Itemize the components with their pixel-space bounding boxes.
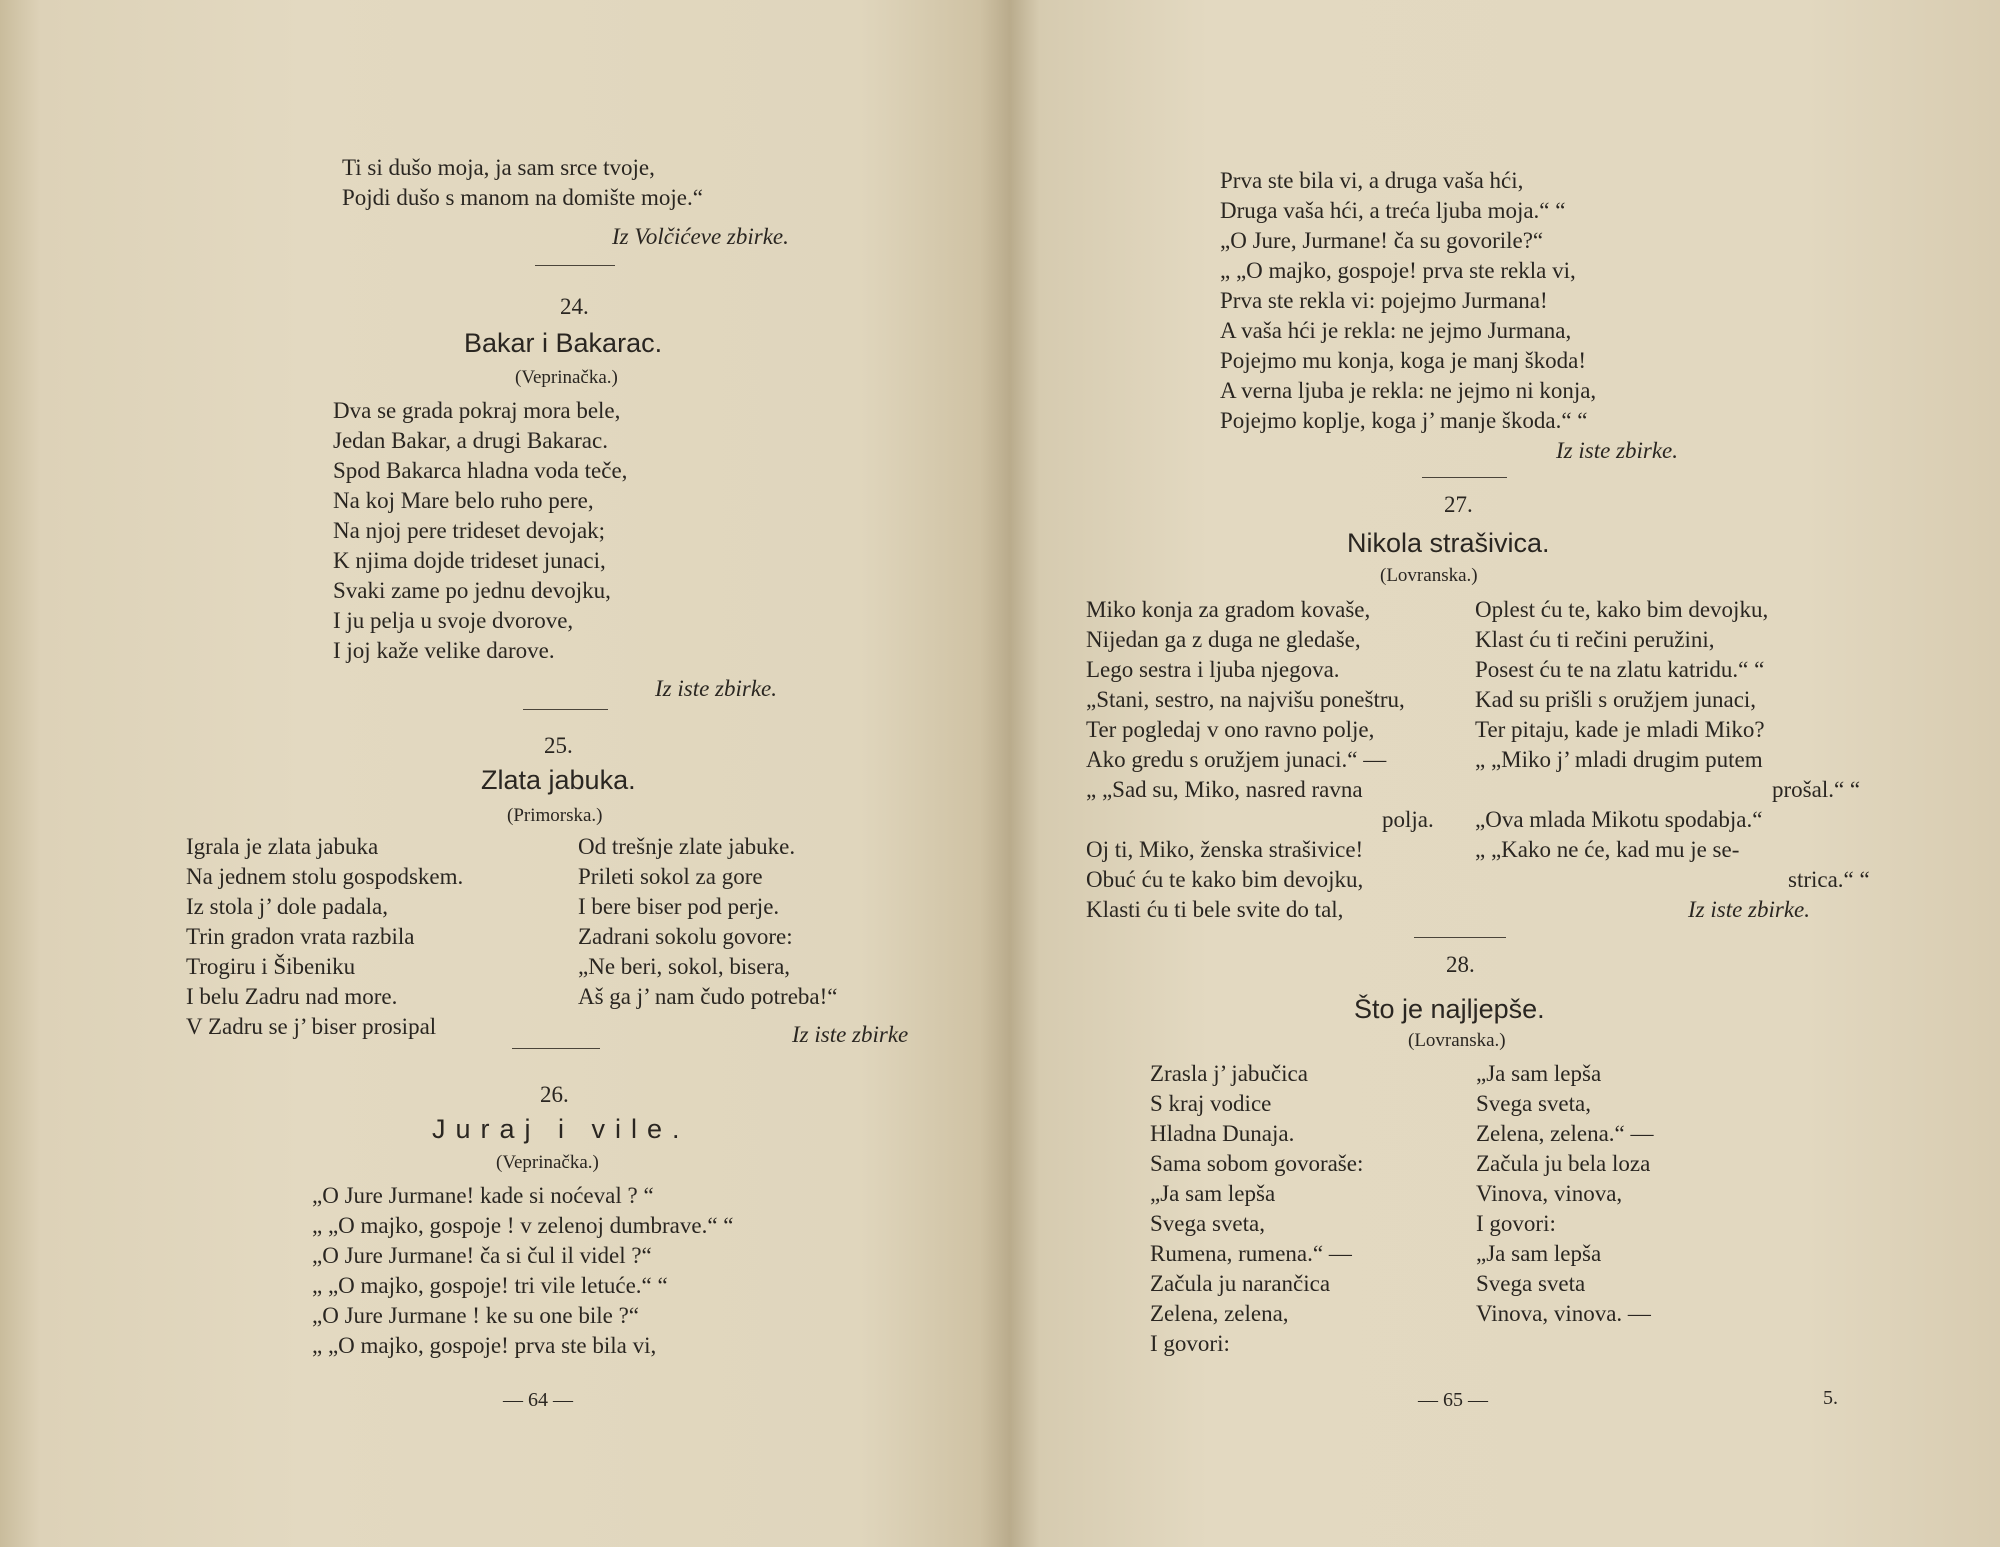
verse-line: „ „O majko, gospoje! prva ste bila vi, bbox=[312, 1333, 657, 1358]
verse-line: „ „Kako ne će, kad mu je se- bbox=[1475, 837, 1740, 862]
verse-line: „Ja sam lepša bbox=[1476, 1241, 1602, 1266]
verse-line: Klast ću ti rečini peružini, bbox=[1475, 627, 1715, 652]
verse-line: „ „Sad su, Miko, nasred ravna bbox=[1086, 777, 1363, 802]
verse-line: Zrasla j’ jabučica bbox=[1150, 1061, 1308, 1086]
poem-title: Zlata jabuka. bbox=[481, 765, 636, 795]
verse-line: strica.“ “ bbox=[1788, 867, 1870, 892]
poem-region: (Veprinačka.) bbox=[496, 1152, 599, 1173]
divider bbox=[523, 709, 608, 710]
intro-source: Iz Volčićeve zbirke. bbox=[612, 224, 789, 249]
verse-line: „O Jure, Jurmane! ča su govorile?“ bbox=[1220, 228, 1544, 253]
divider bbox=[535, 265, 615, 266]
right-page bbox=[1010, 0, 2000, 1547]
poem-number: 26. bbox=[540, 1082, 569, 1107]
verse-line: Igrala je zlata jabuka bbox=[186, 834, 379, 859]
verse-line: Pojejmo mu konja, koga je manj škoda! bbox=[1220, 348, 1587, 373]
verse-line: I bere biser pod perje. bbox=[578, 894, 780, 919]
verse-line: Ako gredu s oružjem junaci.“ — bbox=[1086, 747, 1387, 772]
verse-line: „Ova mlada Mikotu spodabja.“ bbox=[1475, 807, 1763, 832]
verse-line: Zelena, zelena.“ — bbox=[1476, 1121, 1654, 1146]
verse-line: Na jednem stolu gospodskem. bbox=[186, 864, 464, 889]
verse-line: polja. bbox=[1382, 807, 1434, 832]
verse-line: Iz stola j’ dole padala, bbox=[186, 894, 389, 919]
verse-line: Dva se grada pokraj mora bele, bbox=[333, 398, 621, 423]
verse-line: Ter pitaju, kade je mladi Miko? bbox=[1475, 717, 1765, 742]
signature-mark: 5. bbox=[1823, 1387, 1838, 1409]
verse-line: Od trešnje zlate jabuke. bbox=[578, 834, 796, 859]
verse-line: Svega sveta, bbox=[1150, 1211, 1265, 1236]
verse-line: V Zadru se j’ biser prosipal bbox=[186, 1014, 437, 1039]
verse-line: I govori: bbox=[1476, 1211, 1556, 1236]
divider bbox=[1414, 937, 1506, 938]
verse-line: Oplest ću te, kako bim devojku, bbox=[1475, 597, 1769, 622]
verse-line: Posest ću te na zlatu katridu.“ “ bbox=[1475, 657, 1765, 682]
verse-line: Svega sveta, bbox=[1476, 1091, 1591, 1116]
verse-line: Sama sobom govoraše: bbox=[1150, 1151, 1364, 1176]
poem-number: 24. bbox=[560, 294, 589, 319]
verse-line: Klasti ću ti bele svite do tal, bbox=[1086, 897, 1344, 922]
verse-line: Začula ju bela loza bbox=[1476, 1151, 1651, 1176]
divider bbox=[1422, 477, 1507, 478]
verse-line: A verna ljuba je rekla: ne jejmo ni konja, bbox=[1220, 378, 1597, 403]
verse-line: Jedan Bakar, a drugi Bakarac. bbox=[333, 428, 608, 453]
verse-line: „ „O majko, gospoje! prva ste rekla vi, bbox=[1220, 258, 1576, 283]
verse-line: I belu Zadru nad more. bbox=[186, 984, 398, 1009]
poem-title: Nikola strašivica. bbox=[1347, 528, 1550, 558]
poem-number: 25. bbox=[544, 733, 573, 758]
verse-line: Oj ti, Miko, ženska strašivice! bbox=[1086, 837, 1364, 862]
divider bbox=[512, 1048, 600, 1049]
verse-line: Na njoj pere trideset devojak; bbox=[333, 518, 606, 543]
page-number: — 64 — bbox=[503, 1389, 573, 1411]
verse-line: Miko konja za gradom kovaše, bbox=[1086, 597, 1371, 622]
verse-line: Začula ju narančica bbox=[1150, 1271, 1331, 1296]
verse-line: Trin gradon vrata razbila bbox=[186, 924, 415, 949]
verse-line: Lego sestra i ljuba njegova. bbox=[1086, 657, 1340, 682]
verse-line: Nijedan ga z duga ne gledaše, bbox=[1086, 627, 1361, 652]
verse-line: Prileti sokol za gore bbox=[578, 864, 763, 889]
verse-line: Aš ga j’ nam čudo potreba!“ bbox=[578, 984, 838, 1009]
verse-line: „O Jure Jurmane ! ke su one bile ?“ bbox=[312, 1303, 639, 1328]
poem-source: Iz iste zbirke. bbox=[655, 676, 778, 701]
poem-source: Iz iste zbirke bbox=[792, 1022, 909, 1047]
poem-number: 28. bbox=[1446, 952, 1475, 977]
verse-line: I joj kaže velike darove. bbox=[333, 638, 555, 663]
verse-line: „Ne beri, sokol, bisera, bbox=[578, 954, 791, 979]
verse-line: „ „O majko, gospoje! tri vile letuće.“ “ bbox=[312, 1273, 668, 1298]
verse-line: prošal.“ “ bbox=[1772, 777, 1861, 802]
verse-line: Hladna Dunaja. bbox=[1150, 1121, 1295, 1146]
poem-number: 27. bbox=[1444, 492, 1473, 517]
verse-line: Svaki zame po jednu devojku, bbox=[333, 578, 611, 603]
intro-source: Iz iste zbirke. bbox=[1556, 438, 1679, 463]
page-number: — 65 — bbox=[1418, 1389, 1488, 1411]
verse-line: „O Jure Jurmane! kade si noćeval ? “ bbox=[312, 1183, 654, 1208]
poem-title: Što je najljepše. bbox=[1354, 994, 1545, 1024]
verse-line: Obuć ću te kako bim devojku, bbox=[1086, 867, 1364, 892]
poem-region: (Veprinačka.) bbox=[515, 367, 618, 388]
verse-line: Rumena, rumena.“ — bbox=[1150, 1241, 1352, 1266]
verse-line: Vinova, vinova, bbox=[1476, 1181, 1623, 1206]
verse-line: Svega sveta bbox=[1476, 1271, 1586, 1296]
verse-line: Zelena, zelena, bbox=[1150, 1301, 1289, 1326]
verse-line: K njima dojde trideset junaci, bbox=[333, 548, 606, 573]
verse-line: S kraj vodice bbox=[1150, 1091, 1272, 1116]
verse-line: „Stani, sestro, na najvišu poneštru, bbox=[1086, 687, 1405, 712]
intro-line: Pojdi dušo s manom na domište moje.“ bbox=[342, 185, 703, 210]
verse-line: A vaša hći je rekla: ne jejmo Jurmana, bbox=[1220, 318, 1572, 343]
poem-title: Bakar i Bakarac. bbox=[464, 328, 663, 358]
verse-line: I govori: bbox=[1150, 1331, 1230, 1356]
verse-line: Ter pogledaj v ono ravno polje, bbox=[1086, 717, 1375, 742]
intro-line: Ti si dušo moja, ja sam srce tvoje, bbox=[342, 155, 655, 180]
verse-line: Kad su prišli s oružjem junaci, bbox=[1475, 687, 1757, 712]
verse-line: I ju pelja u svoje dvorove, bbox=[333, 608, 574, 633]
verse-line: „O Jure Jurmane! ča si čul il videl ?“ bbox=[312, 1243, 652, 1268]
verse-line: „ „Miko j’ mladi drugim putem bbox=[1475, 747, 1763, 772]
poem-region: (Lovranska.) bbox=[1380, 565, 1478, 586]
poem-title: Juraj i vile. bbox=[432, 1114, 690, 1144]
verse-line: Na koj Mare belo ruho pere, bbox=[333, 488, 594, 513]
verse-line: Trogiru i Šibeniku bbox=[186, 954, 356, 979]
poem-source: Iz iste zbirke. bbox=[1688, 897, 1811, 922]
poem-region: (Primorska.) bbox=[507, 805, 603, 826]
verse-line: „Ja sam lepša bbox=[1150, 1181, 1276, 1206]
verse-line: Zadrani sokolu govore: bbox=[578, 924, 793, 949]
verse-line: „ „O majko, gospoje ! v zelenoj dumbrave.“ “ bbox=[312, 1213, 734, 1238]
verse-line: Spod Bakarca hladna voda teče, bbox=[333, 458, 628, 483]
verse-line: Prva ste bila vi, a druga vaša hći, bbox=[1220, 168, 1524, 193]
poem-region: (Lovranska.) bbox=[1408, 1030, 1506, 1051]
verse-line: Vinova, vinova. — bbox=[1476, 1301, 1651, 1326]
verse-line: Druga vaša hći, a treća ljuba moja.“ “ bbox=[1220, 198, 1566, 223]
verse-line: Prva ste rekla vi: pojejmo Jurmana! bbox=[1220, 288, 1548, 313]
verse-line: „Ja sam lepša bbox=[1476, 1061, 1602, 1086]
verse-line: Pojejmo koplje, koga j’ manje škoda.“ “ bbox=[1220, 408, 1588, 433]
